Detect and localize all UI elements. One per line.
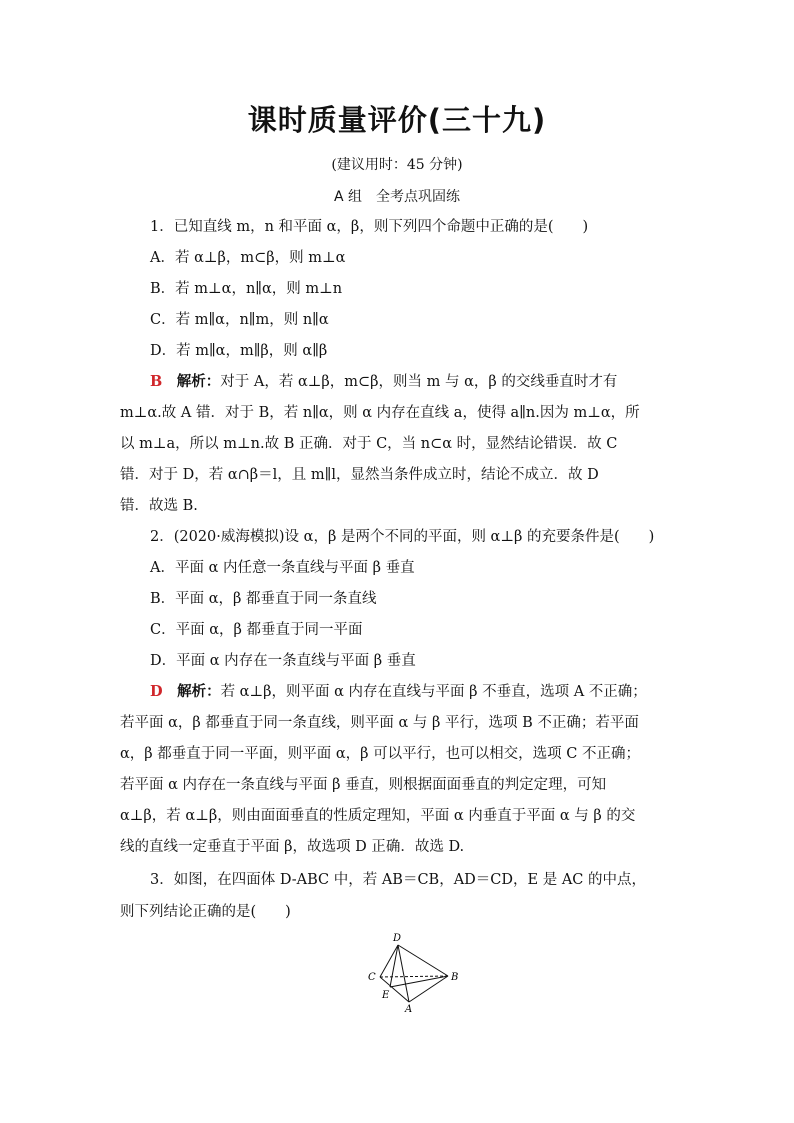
q2-analysis-line-6: 线的直线一定垂直于平面 β，故选项 D 正确．故选 D. bbox=[120, 839, 465, 855]
vertex-label-c: C bbox=[368, 972, 376, 983]
q1-analysis-line-1: B 解析：对于 A，若 α⊥β，m⊂β，则当 m 与 α，β 的交线垂直时才有 bbox=[150, 373, 618, 390]
q2-stem: 2．(2020·威海模拟)设 α，β 是两个不同的平面，则 α⊥β 的充要条件是( ) bbox=[150, 529, 655, 545]
q1-stem: 1．已知直线 m，n 和平面 α，β，则下列四个命题中正确的是( ) bbox=[150, 219, 589, 235]
vertex-label-d: D bbox=[393, 933, 402, 944]
q1-option-c: C．若 m∥α，n∥m，则 n∥α bbox=[150, 312, 329, 328]
q3-stem-line-1: 3．如图，在四面体 D-ABC 中，若 AB＝CB，AD＝CD，E 是 AC 的中点， bbox=[150, 872, 647, 888]
vertex-label-a: A bbox=[405, 1004, 413, 1015]
q2-answer: D bbox=[150, 683, 163, 700]
q1-option-a: A．若 α⊥β，m⊂β，则 m⊥α bbox=[150, 250, 346, 266]
q1-analysis-line-5: 错．故选 B. bbox=[120, 498, 198, 514]
q2-option-b: B．平面 α，β 都垂直于同一条直线 bbox=[150, 591, 377, 607]
q2-analysis-line-2: 若平面 α，β 都垂直于同一条直线，则平面 α 与 β 平行，选项 B 不正确；若平面 bbox=[120, 715, 639, 731]
q1-analysis-line-3: 以 m⊥a，所以 m⊥n.故 B 正确．对于 C，当 n⊂α 时，显然结论错误．故 C bbox=[120, 436, 618, 452]
q2-option-a: A．平面 α 内任意一条直线与平面 β 垂直 bbox=[150, 560, 415, 576]
q1-analysis-line-4: 错．对于 D，若 α∩β＝l，且 m∥l，显然当条件成立时，结论不成立．故 D bbox=[120, 467, 599, 483]
q2-option-c: C．平面 α，β 都垂直于同一平面 bbox=[150, 622, 363, 638]
q2-option-d: D．平面 α 内存在一条直线与平面 β 垂直 bbox=[150, 653, 416, 669]
group-heading: A 组 全考点巩固练 bbox=[333, 189, 461, 205]
q1-option-b: B．若 m⊥α，n∥α，则 m⊥n bbox=[150, 281, 343, 297]
q2-analysis-line-3: α，β 都垂直于同一平面，则平面 α，β 可以平行，也可以相交，选项 C 不正确； bbox=[120, 746, 640, 762]
q1-analysis-label: 解析： bbox=[176, 374, 221, 390]
q2-analysis-line-5: α⊥β，若 α⊥β，则由面面垂直的性质定理知，平面 α 内垂直于平面 α 与 β 的交 bbox=[120, 808, 636, 824]
q1-option-d: D．若 m∥α，m∥β，则 α∥β bbox=[150, 343, 328, 359]
suggested-time: (建议用时：45 分钟) bbox=[331, 157, 463, 173]
q3-stem-line-2: 则下列结论正确的是( ) bbox=[120, 904, 291, 920]
q1-analysis-line-2: m⊥α.故 A 错．对于 B，若 n∥α，则 α 内存在直线 a，使得 a∥n.因为 m⊥α，所 bbox=[120, 405, 640, 421]
page-title: 课时质量评价(三十九) bbox=[247, 103, 547, 137]
q2-analysis-line-1: D 解析：若 α⊥β，则平面 α 内存在直线与平面 β 不垂直，选项 A 不正确； bbox=[150, 683, 647, 700]
tetrahedron-figure bbox=[360, 930, 470, 1015]
vertex-label-b: B bbox=[451, 972, 459, 983]
q2-analysis-line-4: 若平面 α 内存在一条直线与平面 β 垂直，则根据面面垂直的判定定理，可知 bbox=[120, 777, 607, 793]
q1-answer: B bbox=[150, 373, 163, 390]
vertex-label-e: E bbox=[382, 990, 390, 1001]
q2-analysis-label: 解析： bbox=[177, 684, 221, 700]
